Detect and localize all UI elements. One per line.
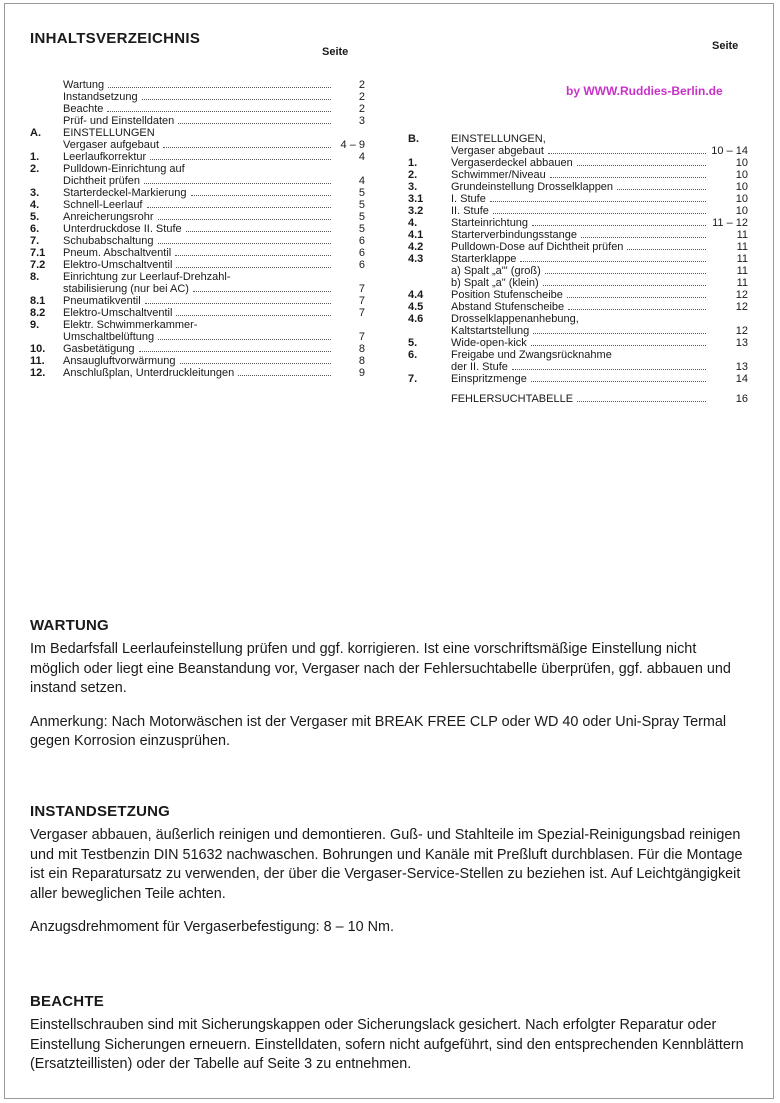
toc-entry xyxy=(408,337,748,349)
toc-dot-leader xyxy=(108,87,331,88)
toc-entry-page: 10 xyxy=(735,193,748,205)
toc-entry-label: Wide-open-kick xyxy=(451,337,527,349)
toc-entry xyxy=(30,163,365,175)
toc-entry-label: Schnell-Leerlauf xyxy=(63,199,143,211)
toc-dot-leader xyxy=(191,195,332,196)
toc-entry-label: Pneumatikventil xyxy=(63,295,141,307)
toc-entry-label: Vergaser aufgebaut xyxy=(63,139,160,151)
section-paragraph: Im Bedarfsfall Leerlaufeinstellung prüfen und ggf. korrigieren. Ist eine vorschriftsmäßige Einstellung nicht möglich oder liegt eine Beanstandung vor, Vergaser nach der Fehlersuchtabelle überprüfen, ggf. abbauen und instand setzen. xyxy=(30,641,731,696)
toc-dot-leader xyxy=(543,285,706,286)
toc-entry xyxy=(30,331,365,343)
toc-entry-label: Starteinrichtung xyxy=(451,217,529,229)
toc-entry xyxy=(408,373,748,385)
toc-entry xyxy=(408,277,748,289)
toc-entry-label: a) Spalt „a"' (groß) xyxy=(451,265,541,277)
section-heading: INSTANDSETZUNG xyxy=(30,803,171,820)
toc-entry xyxy=(30,127,365,139)
toc-entry-number: 4.6 xyxy=(408,313,424,325)
toc-dot-leader xyxy=(186,231,331,232)
toc-entry-page: 10 – 14 xyxy=(711,145,748,157)
toc-entry-page: 8 xyxy=(358,355,365,367)
toc-dot-leader xyxy=(581,237,706,238)
toc-entry-number: 7. xyxy=(408,373,418,385)
toc-entry-label: Gasbetätigung xyxy=(63,343,135,355)
toc-entry-label: Beachte xyxy=(63,103,104,115)
toc-dot-leader xyxy=(627,249,706,250)
toc-dot-leader xyxy=(158,339,331,340)
credit-watermark: by WWW.Ruddies-Berlin.de xyxy=(566,84,723,98)
toc-entry-number: 6. xyxy=(408,349,418,361)
toc-entry-page: 8 xyxy=(358,343,365,355)
toc-dot-leader xyxy=(176,315,331,316)
toc-dot-leader xyxy=(550,177,706,178)
toc-entry-label: Umschaltbelüftung xyxy=(63,331,155,343)
toc-entry-page: 9 xyxy=(358,367,365,379)
section-beachte xyxy=(30,993,746,1075)
toc-entry xyxy=(408,241,748,253)
toc-entry xyxy=(408,393,748,405)
toc-entry xyxy=(30,223,365,235)
toc-entry xyxy=(30,319,365,331)
toc-entry-label: Einspritzmenge xyxy=(451,373,527,385)
toc-entry xyxy=(30,211,365,223)
toc-entry-label: Kaltstartstellung xyxy=(451,325,530,337)
toc-entry-page: 10 xyxy=(735,205,748,217)
toc-entry xyxy=(408,265,748,277)
toc-dot-leader xyxy=(490,201,706,202)
toc-entry-label: Leerlaufkorrektur xyxy=(63,151,147,163)
toc-entry-label: Dichtheit prüfen xyxy=(63,175,141,187)
toc-entry-page: 2 xyxy=(358,91,365,103)
toc-entry-label: Starterverbindungsstange xyxy=(451,229,577,241)
toc-entry-label: Pneum. Abschaltventil xyxy=(63,247,172,259)
toc-entry xyxy=(408,145,748,157)
toc-entry-label: b) Spalt „a" (klein) xyxy=(451,277,539,289)
toc-entry-number: A. xyxy=(30,127,41,139)
toc-entry-number: 1. xyxy=(408,157,418,169)
toc-entry xyxy=(30,355,365,367)
toc-entry xyxy=(30,151,365,163)
toc-entry-number: 4.3 xyxy=(408,253,424,265)
toc-entry xyxy=(408,229,748,241)
toc-entry-page: 10 xyxy=(735,157,748,169)
toc-entry xyxy=(30,199,365,211)
seite-label-left: Seite xyxy=(322,46,349,58)
toc-entry-label: Elektro-Umschaltventil xyxy=(63,259,173,271)
toc-dot-leader xyxy=(532,225,706,226)
toc-entry xyxy=(30,343,365,355)
toc-entry-label: Position Stufenscheibe xyxy=(451,289,563,301)
toc-entry-number: 7.1 xyxy=(30,247,46,259)
toc-dot-leader xyxy=(520,261,706,262)
toc-entry-page: 10 xyxy=(735,169,748,181)
toc-entry-number: 5. xyxy=(408,337,418,349)
toc-entry-number: 4. xyxy=(30,199,40,211)
toc-entry-label: Unterdruckdose II. Stufe xyxy=(63,223,182,235)
toc-entry xyxy=(30,115,365,127)
toc-entry-label: Freigabe und Zwangsrücknahme xyxy=(451,349,612,361)
toc-entry-page: 13 xyxy=(735,337,748,349)
toc-entry-page: 11 xyxy=(736,229,748,241)
toc-dot-leader xyxy=(163,147,331,148)
toc-entry-page: 7 xyxy=(358,331,365,343)
toc-entry-page: 2 xyxy=(358,103,365,115)
toc-entry-label: EINSTELLUNGEN xyxy=(63,127,155,139)
toc-entry-label: Anreicherungsrohr xyxy=(63,211,154,223)
toc-entry-number: 6. xyxy=(30,223,40,235)
toc-entry-label: Pulldown-Dose auf Dichtheit prüfen xyxy=(451,241,624,253)
toc-entry xyxy=(30,79,365,91)
toc-entry xyxy=(30,307,365,319)
toc-entry xyxy=(408,301,748,313)
toc-entry-number: 3. xyxy=(30,187,40,199)
toc-entry xyxy=(408,217,748,229)
toc-entry xyxy=(408,205,748,217)
toc-dot-leader xyxy=(158,219,332,220)
toc-entry-label: Elektr. Schwimmerkammer- xyxy=(63,319,198,331)
toc-entry xyxy=(408,313,748,325)
section-heading: WARTUNG xyxy=(30,617,109,634)
toc-entry-number: 7.2 xyxy=(30,259,46,271)
toc-entry-label: Drosselklappenanhebung, xyxy=(451,313,579,325)
toc-entry xyxy=(408,181,748,193)
toc-entry-number: 12. xyxy=(30,367,46,379)
toc-entry-page: 11 – 12 xyxy=(712,217,748,229)
toc-entry-number: B. xyxy=(408,133,419,145)
toc-entry-number: 3.2 xyxy=(408,205,424,217)
toc-entry-label: der II. Stufe xyxy=(451,361,508,373)
section-instandsetzung xyxy=(30,803,746,938)
toc-entry xyxy=(408,193,748,205)
toc-dot-leader xyxy=(178,123,331,124)
section-paragraph: Vergaser abbauen, äußerlich reinigen und demontieren. Guß- und Stahlteile im Spezial-Reinigungsbad reinigen und mit Testbenzin DIN 51632 nachwaschen. Bohrungen und Kanäle mit Preßluft durchblasen. Für die Montage ist ein Reparatursatz zu verwenden, der über die Vergaser-Service-Stellen zu beziehen ist. Auf Leichtgängigkeit aller beweglichen Teile achten. xyxy=(30,827,743,902)
toc-column-left xyxy=(30,79,365,379)
toc-entry-number: 8.2 xyxy=(30,307,46,319)
toc-dot-leader xyxy=(158,243,331,244)
section-heading: BEACHTE xyxy=(30,993,104,1010)
toc-entry-page: 6 xyxy=(358,259,365,271)
toc-entry-number: 9. xyxy=(30,319,40,331)
toc-dot-leader xyxy=(139,351,331,352)
toc-dot-leader xyxy=(176,267,331,268)
toc-entry xyxy=(408,133,748,145)
toc-entry-page: 7 xyxy=(358,283,365,295)
toc-entry-page: 4 xyxy=(358,151,365,163)
toc-entry-number: 4.5 xyxy=(408,301,424,313)
toc-entry-number: 3.1 xyxy=(408,193,424,205)
toc-entry xyxy=(408,325,748,337)
toc-entry-label: Schubabschaltung xyxy=(63,235,154,247)
toc-dot-leader xyxy=(238,375,331,376)
toc-entry-page: 5 xyxy=(358,187,365,199)
toc-dot-leader xyxy=(533,333,706,334)
toc-entry-number: 1. xyxy=(30,151,40,163)
toc-dot-leader xyxy=(145,303,331,304)
toc-dot-leader xyxy=(531,345,706,346)
toc-entry-page: 12 xyxy=(735,301,748,313)
toc-entry-page: 5 xyxy=(358,211,365,223)
toc-entry xyxy=(30,271,365,283)
toc-entry-page: 6 xyxy=(358,247,365,259)
toc-entry-page: 13 xyxy=(735,361,748,373)
toc-entry-page: 4 – 9 xyxy=(340,139,365,151)
seite-label-right: Seite xyxy=(712,40,739,52)
section-wartung xyxy=(30,617,746,752)
toc-entry-page: 5 xyxy=(358,223,365,235)
toc-entry-page: 16 xyxy=(735,393,748,405)
toc-entry xyxy=(30,235,365,247)
section-paragraph: Anmerkung: Nach Motorwäschen ist der Vergaser mit BREAK FREE CLP oder WD 40 oder Uni-Spray Termal gegen Korrosion einzusprühen. xyxy=(30,713,727,749)
toc-dot-leader xyxy=(107,111,331,112)
toc-entry-number: 4. xyxy=(408,217,418,229)
toc-dot-leader xyxy=(142,99,331,100)
toc-entry-number: 3. xyxy=(408,181,418,193)
toc-entry-page: 12 xyxy=(735,325,748,337)
toc-entry-label: Vergaser abgebaut xyxy=(451,145,544,157)
toc-dot-leader xyxy=(493,213,706,214)
toc-entry-label: Grundeinstellung Drosselklappen xyxy=(451,181,614,193)
toc-entry xyxy=(30,91,365,103)
toc-entry xyxy=(408,289,748,301)
toc-entry xyxy=(408,169,748,181)
toc-entry-page: 7 xyxy=(358,307,365,319)
toc-entry xyxy=(30,283,365,295)
toc-entry-number: 8. xyxy=(30,271,40,283)
toc-entry xyxy=(30,367,365,379)
toc-entry-page: 11 xyxy=(736,277,748,289)
toc-entry-label: I. Stufe xyxy=(451,193,486,205)
toc-dot-leader xyxy=(147,207,332,208)
toc-dot-leader xyxy=(567,297,706,298)
toc-entry-page: 10 xyxy=(735,181,748,193)
toc-entry-label: Pulldown-Einrichtung auf xyxy=(63,163,185,175)
toc-entry-label: Elektro-Umschaltventil xyxy=(63,307,173,319)
toc-column-right xyxy=(408,133,748,405)
toc-entry-label: II. Stufe xyxy=(451,205,489,217)
toc-dot-leader xyxy=(577,165,706,166)
toc-entry-label: Wartung xyxy=(63,79,105,91)
toc-entry-number: 2. xyxy=(408,169,418,181)
toc-dot-leader xyxy=(193,291,331,292)
toc-entry-label: Einrichtung zur Leerlauf-Drehzahl- xyxy=(63,271,231,283)
toc-entry-label: EINSTELLUNGEN, xyxy=(451,133,546,145)
toc-entry-label: Starterdeckel-Markierung xyxy=(63,187,187,199)
toc-entry-page: 4 xyxy=(358,175,365,187)
toc-title: INHALTSVERZEICHNIS xyxy=(30,30,201,47)
toc-entry-page: 2 xyxy=(358,79,365,91)
toc-entry xyxy=(408,349,748,361)
toc-entry-label: Prüf- und Einstelldaten xyxy=(63,115,175,127)
toc-entry-number: 11. xyxy=(30,355,45,367)
toc-entry xyxy=(30,103,365,115)
toc-entry-label: stabilisierung (nur bei AC) xyxy=(63,283,189,295)
toc-entry-page: 7 xyxy=(358,295,365,307)
toc-entry-number: 4.4 xyxy=(408,289,424,301)
toc-dot-leader xyxy=(545,273,706,274)
toc-entry-label: Vergaserdeckel abbauen xyxy=(451,157,573,169)
toc-entry xyxy=(408,253,748,265)
toc-entry-number: 7. xyxy=(30,235,40,247)
toc-entry-page: 11 xyxy=(736,241,748,253)
toc-entry-number: 10. xyxy=(30,343,46,355)
toc-entry xyxy=(30,295,365,307)
toc-entry xyxy=(408,361,748,373)
toc-entry-page: 11 xyxy=(736,253,748,265)
toc-dot-leader xyxy=(577,401,706,402)
section-paragraph: Anzugsdrehmoment für Vergaserbefestigung: 8 – 10 Nm. xyxy=(30,919,394,935)
toc-dot-leader xyxy=(175,255,331,256)
toc-entry-number: 5. xyxy=(30,211,40,223)
toc-entry-number: 4.2 xyxy=(408,241,424,253)
section-paragraph: Einstellschrauben sind mit Sicherungskappen oder Sicherungslack gesichert. Nach erfolgter Reparatur oder Einstellung Sicherungen erneuern. Einstelldaten, sofern nicht aufgeführt, sind den entsprechenden Kennblättern (Ersatzteillisten) oder der Tabelle auf Seite 3 zu entnehmen. xyxy=(30,1017,744,1072)
toc-entry-label: Instandsetzung xyxy=(63,91,138,103)
toc-entry xyxy=(30,187,365,199)
toc-dot-leader xyxy=(531,381,706,382)
toc-entry-page: 11 xyxy=(736,265,748,277)
toc-entry-page: 5 xyxy=(358,199,365,211)
toc-entry xyxy=(30,175,365,187)
toc-entry-label: FEHLERSUCHTABELLE xyxy=(451,393,574,405)
toc-entry-number: 8.1 xyxy=(30,295,46,307)
toc-entry xyxy=(30,247,365,259)
toc-entry-page: 6 xyxy=(358,235,365,247)
toc-entry-label: Starterklappe xyxy=(451,253,517,265)
toc-dot-leader xyxy=(150,159,331,160)
toc-entry-page: 14 xyxy=(735,373,748,385)
toc-entry-page: 3 xyxy=(358,115,365,127)
toc-dot-leader xyxy=(180,363,331,364)
toc-dot-leader xyxy=(548,153,706,154)
toc-entry-label: Schwimmer/Niveau xyxy=(451,169,546,181)
toc-entry xyxy=(408,157,748,169)
toc-entry-label: Anschlußplan, Unterdruckleitungen xyxy=(63,367,235,379)
toc-dot-leader xyxy=(144,183,331,184)
toc-dot-leader xyxy=(512,369,706,370)
toc-entry-number: 2. xyxy=(30,163,40,175)
toc-entry-label: Abstand Stufenscheibe xyxy=(451,301,565,313)
toc-entry-label: Ansaugluftvorwärmung xyxy=(63,355,176,367)
toc-entry-number: 4.1 xyxy=(408,229,424,241)
toc-dot-leader xyxy=(617,189,706,190)
toc-entry xyxy=(30,259,365,271)
toc-dot-leader xyxy=(568,309,706,310)
toc-entry-page: 12 xyxy=(735,289,748,301)
toc-entry xyxy=(30,139,365,151)
